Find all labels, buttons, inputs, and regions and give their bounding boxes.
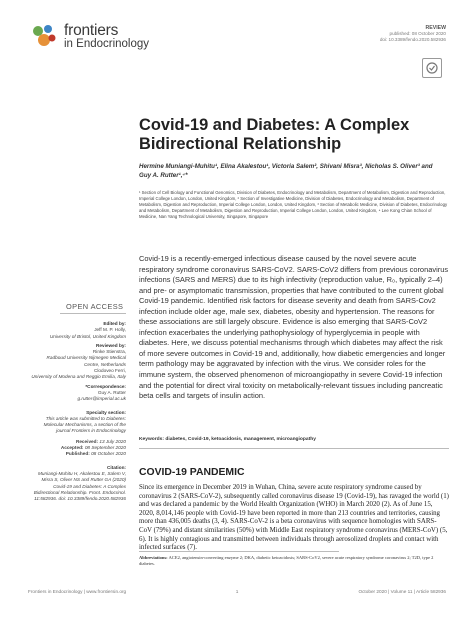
open-access-label: OPEN ACCESS <box>66 302 124 311</box>
body-paragraph: Since its emergence in December 2019 in Wuhan, China, severe acute respiratory syndrome caused by coronavirus 2 (SARS-CoV-2), subsequently called coronavirus disease 19 (Covid-19), has ravaged the world (1) and was declared a pandemic by the World Health Organization (WHO) in March 2020 (2). As of June 15, 2020, 8,014,146 people with Covid-19 have been reported in more than 213 countries and territories, causing more than 436,005 deaths (3, 4). SARS-CoV-2 is a beta coronavirus with sequence homologies with SARS-CoV (79%) and distant similarities (50%) with Middle East respiratory syndrome coronavirus (MERS-CoV) (5, 6). It is highly contagious and transmitted between individuals through aerosolized droplets and contact with infected surfaces (7). <box>139 484 449 552</box>
published-date: published: 08 October 2020 <box>389 31 446 36</box>
journal-name: frontiers <box>64 22 119 39</box>
section-heading: COVID-19 PANDEMIC <box>139 467 245 478</box>
received-label: Received: <box>75 438 99 444</box>
editor-name: Jeff M. P. Holly, <box>94 327 126 333</box>
abbreviations-label: Abbreviations: <box>139 555 168 560</box>
reviewer-name: Rinke Stienstra, <box>92 349 126 355</box>
abbreviations-text: ACE2, angiotensin-converting enzyme 2; DKA, diabetic ketoacidosis; SARS-CoV2, severe acute respiratory syndrome coronavirus 2; T2D, type 2 diabetes. <box>139 555 434 566</box>
abbreviations <box>139 555 449 567</box>
affiliations: ¹ Section of Cell Biology and Functional Genomics, Division of Diabetes, Endocrinology and Metabolism, Department of Metabolism, Digestion and Reproduction, Imperial College London, London, United Kingdom, ² Section of Investigative Medicine, Division of Diabetes, Endocrinology and Metabolism, Department of Metabolism, Digestion and Reproduction, Imperial College London, London, United Kingdom, ³ Section of Metabolic Medicine, Division of Diabetes, Endocrinology and Metabolism, Department of Metabolism, Digestion and Reproduction, Imperial College London, London, United Kingdom, ⁴ Lee Kong Chian School of Medicine, Nan Yang Technological University, Singapore, Singapore <box>139 190 448 219</box>
reviewed-by-label: Reviewed by: <box>96 342 126 348</box>
doi[interactable]: doi: 10.3389/fendo.2020.582936 <box>379 37 446 42</box>
abstract: Covid-19 is a recently-emerged infectious disease caused by the novel severe acute respiratory syndrome coronavirus SARS-CoV2. SARS-CoV2 differs from previous coronavirus infections (SARS and MERS) due to its high infectivity (reproduction value, R₀, typically 2–4) and pre- or asymptomatic transmission, properties that have contributed to the current global Covid-19 pandemic. Identified risk factors for disease severity and death from SARS-Cov2 infection include older age, male sex, diabetes, obesity and hypertension. The reasons for these associations are still largely obscure. Evidence is also emerging that SARS-CoV2 infection exacerbates the underlying pathophysiology of hyperglycemia in people with diabetes. Here, we discuss potential mechanisms through which diabetes may affect the risk of more severe outcomes in Covid-19 and, additionally, how diabetic emergencies and longer term pathology may be aggravated by infection with the virus. We consider roles for the immune system, the observed phenomenon of microangiopathy in severe Covid-19 infection and the potential for direct viral toxicity on metabolically-relevant tissues including pancreatic beta cells and targets of insulin action. <box>139 254 449 401</box>
journal-subname: in Endocrinology <box>64 38 150 50</box>
specialty-section-text: This article was submitted to Diabetes: Molecular Mechanisms, a section of the journal Frontiers in Endocrinology <box>43 415 126 434</box>
correspondence-email[interactable]: g.rutter@imperial.ac.uk <box>77 396 126 402</box>
divider <box>60 313 126 314</box>
reviewer-name: Clodoveo Ferri, <box>93 368 126 374</box>
published-date: 08 October 2020 <box>91 451 126 457</box>
reviewer-affiliation: University of Modena and Reggio Emilia, Italy <box>31 374 126 380</box>
citation-label: Citation: <box>106 464 126 470</box>
keywords-text: diabetes, Covid-19, ketoacidosis, management, microangiopathy <box>165 437 316 442</box>
frontiers-logo-icon <box>30 22 60 52</box>
article-meta <box>380 25 446 43</box>
specialty-section-label: Specialty section: <box>86 409 126 415</box>
check-for-updates-icon[interactable] <box>422 58 442 78</box>
keywords <box>139 437 449 442</box>
page-number: 1 <box>235 589 239 594</box>
reviewer-affiliation: Radboud University Nijmegen Medical Centre, Netherlands <box>46 355 126 367</box>
article-title: Covid-19 and Diabetes: A Complex Bidirectional Relationship <box>139 116 410 153</box>
received-date: 13 July 2020 <box>99 438 126 444</box>
divider <box>139 448 449 449</box>
journal-logo[interactable] <box>30 20 210 56</box>
article-info-sidebar <box>30 318 126 502</box>
divider <box>139 551 339 552</box>
keywords-label: Keywords: <box>139 437 165 442</box>
footer-journal[interactable]: Frontiers in Endocrinology | www.frontiersin.org <box>28 589 127 594</box>
editor-affiliation: University of Bristol, United Kingdom <box>49 333 126 339</box>
article-type: REVIEW <box>425 25 446 31</box>
edited-by-label: Edited by: <box>103 321 126 326</box>
footer-issue: October 2020 | Volume 11 | Article 582936 <box>358 589 446 594</box>
accepted-date: 08 September 2020 <box>84 445 126 451</box>
published-label: Published: <box>65 451 90 457</box>
citation-text: Muniangi-Muhitu H, Akalestou E, Salem V, Misra S, Oliver NS and Rutter GA (2020) Covid-19 and Diabetes: A Complex Bidirectional Relationship. Front. Endocrinol. 11:582936. doi: 10.3389/fendo.2020.582936 <box>33 470 126 502</box>
correspondence-label: *Correspondence: <box>85 383 126 389</box>
author-list: Hermine Muniangi-Muhitu¹, Elina Akalestou¹, Victoria Salem², Shivani Misra³, Nicholas S. Oliver³ and Guy A. Rutter¹,⁴* <box>139 163 433 179</box>
correspondence-name: Guy A. Rutter <box>97 389 126 395</box>
accepted-label: Accepted: <box>60 445 84 451</box>
